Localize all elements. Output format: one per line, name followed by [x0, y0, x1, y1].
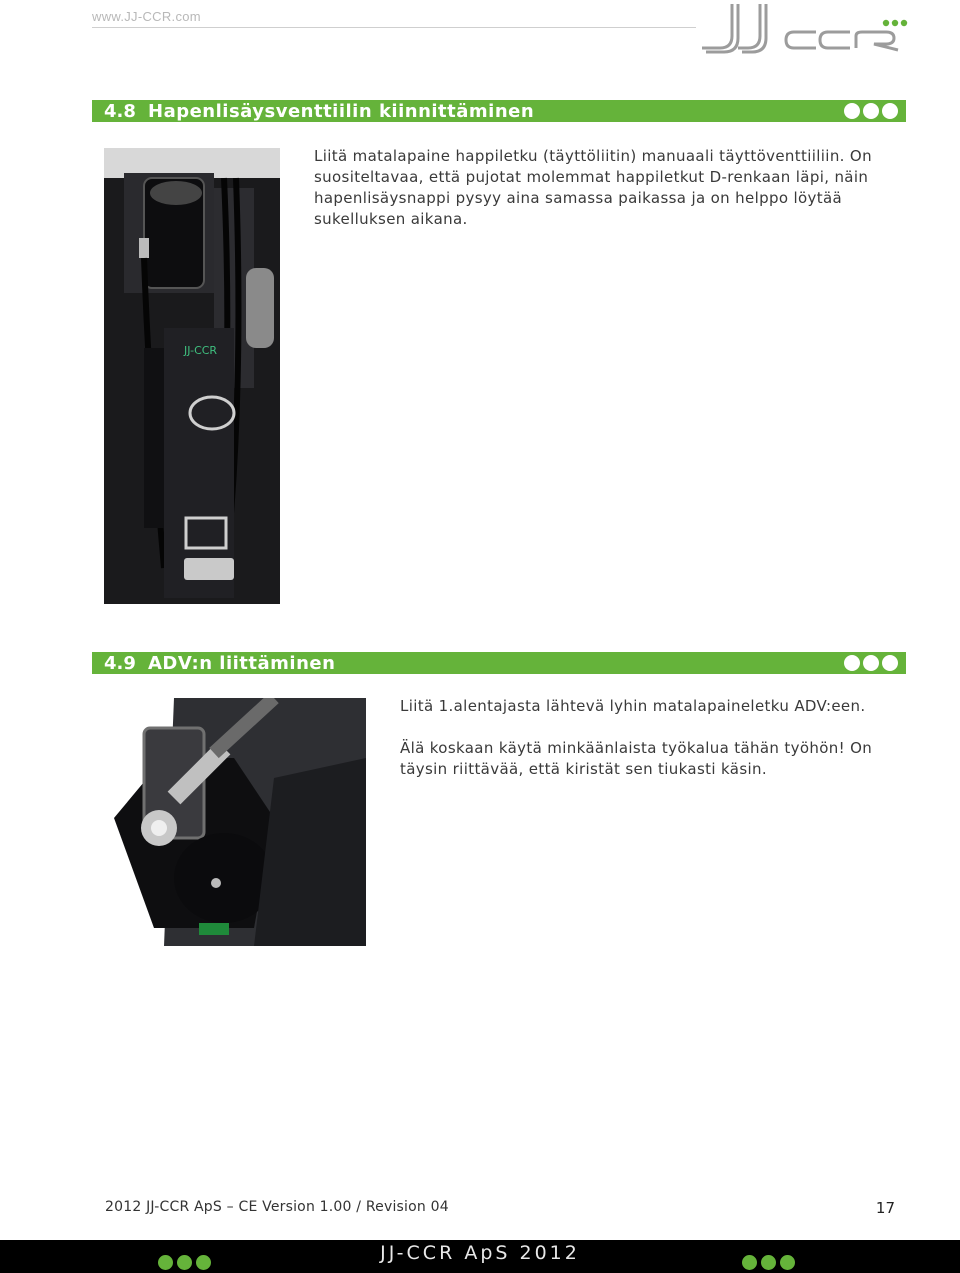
section-title: ADV:n liittäminen — [148, 652, 336, 674]
paragraph: Liitä 1.alentajasta lähtevä lyhin matalapaineletku ADV:een. — [400, 697, 866, 715]
photo-adv-connection — [104, 698, 366, 946]
decorative-dots-icon — [158, 1255, 211, 1270]
site-url: www.JJ-CCR.com — [92, 9, 201, 24]
section-header-4-9 — [92, 652, 906, 674]
photo-oxygen-valve — [104, 148, 280, 604]
section-number: 4.9 — [104, 652, 136, 674]
decorative-dots-icon — [742, 1255, 795, 1270]
section-number: 4.8 — [104, 100, 136, 122]
section-header-4-8 — [92, 100, 906, 122]
jjccr-logo — [698, 0, 910, 60]
footer-brand: JJ-CCR ApS 2012 — [380, 1242, 580, 1264]
section-title: Hapenlisäysventtiilin kiinnittäminen — [148, 100, 535, 122]
decorative-dots-icon — [844, 655, 898, 671]
footer-copyright: 2012 JJ-CCR ApS – CE Version 1.00 / Revision 04 — [105, 1199, 449, 1215]
paragraph: Älä koskaan käytä minkäänlaista työkalua tähän työhön! On täysin riittävää, että kiristät sen tiukasti käsin. — [400, 739, 873, 778]
header-divider — [92, 27, 696, 28]
paragraph: Liitä matalapaine happiletku (täyttöliitin) manuaali täyttöventtiiliin. On suositeltavaa, että pujotat molemmat happiletkut D-renkaan läpi, näin hapenlisäysnappi pysyy aina samassa paikassa ja on helppo löytää sukelluksen aikana. — [314, 147, 872, 228]
page-number: 17 — [875, 1199, 895, 1217]
decorative-dots-icon — [844, 103, 898, 119]
photo-brand-label: JJ-CCR — [184, 344, 218, 357]
